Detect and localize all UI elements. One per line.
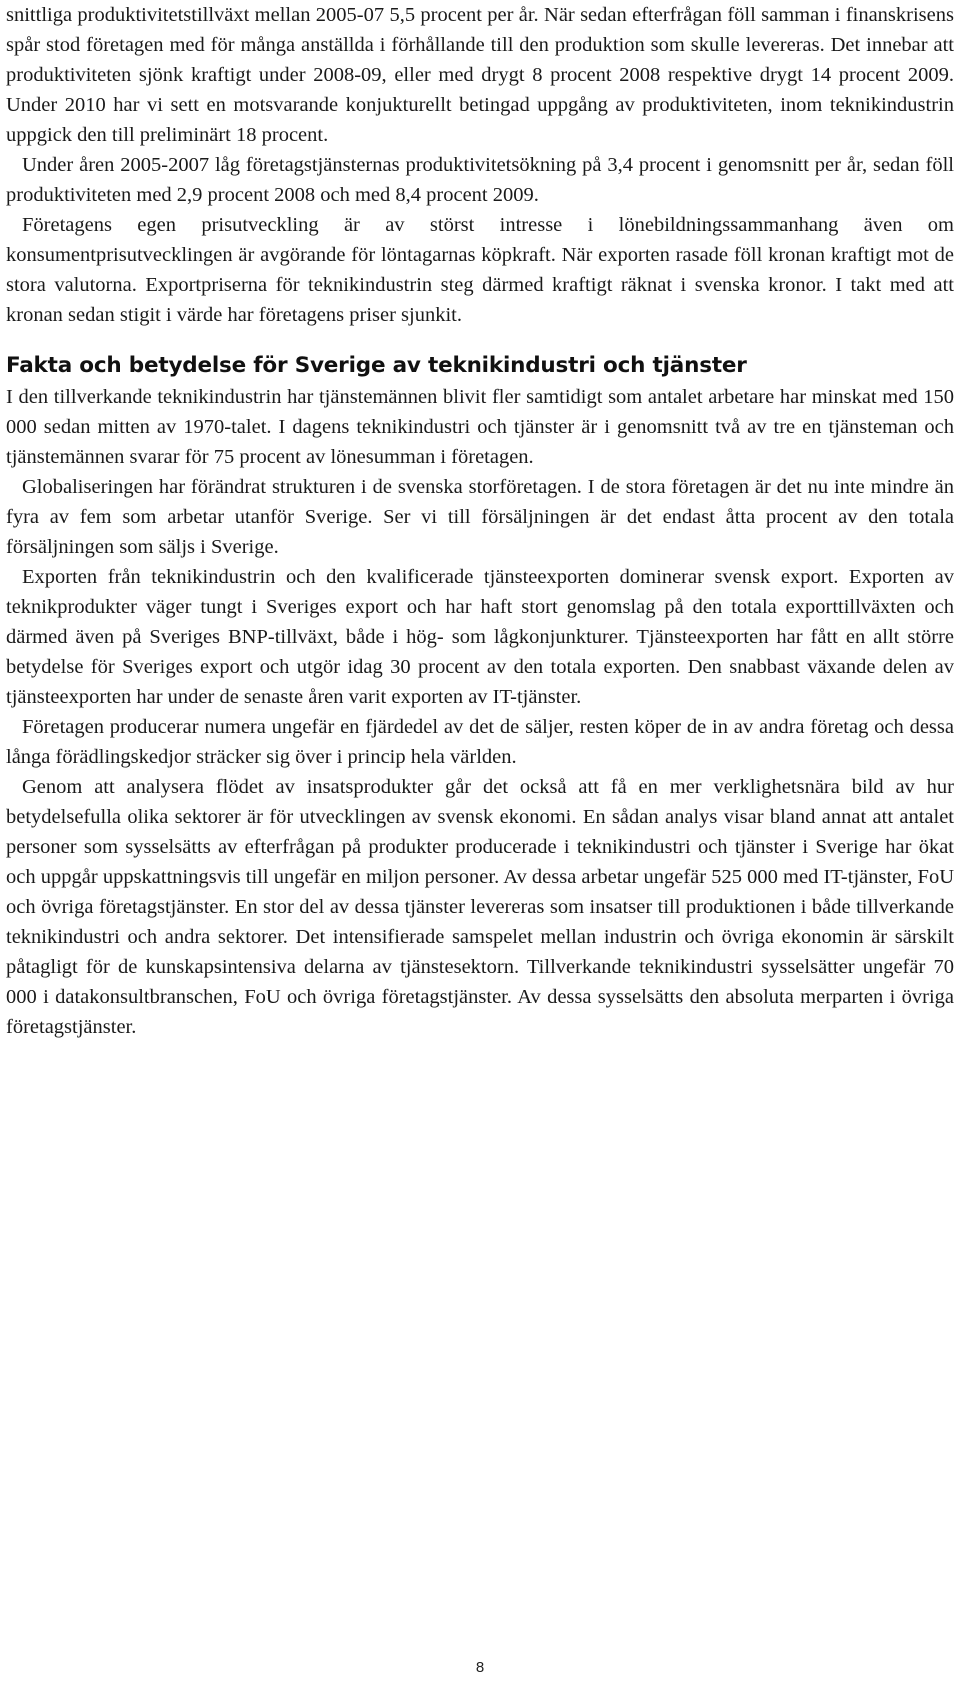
page-number: 8 (475, 1659, 485, 1676)
section-paragraph: Exporten från teknikindustrin och den kvalificerade tjänsteexporten dominerar svensk export. Exporten av teknikprodukter väger tungt i Sveriges export och har haft stort genomslag på den totala exporttillväxten och därmed även på Sveriges BNP-tillväxt, både i hög- som lågkonjunkturer. Tjänsteexporten har fått en allt större betydelse för Sveriges export och utgör idag 30 procent av den totala exporten. Den snabbast växande delen av tjänsteexporten har under de senaste åren varit exporten av IT-tjänster. (6, 566, 954, 708)
body-paragraph: Företagens egen prisutveckling är av störst intresse i lönebildningssammanhang även om konsumentprisutvecklingen är avgörande för löntagarnas köpkraft. När exporten rasade föll kronan kraftigt mot de stora valutorna. Exportpriserna för teknikindustrin steg därmed kraftigt räknat i svenska kronor. I takt med att kronan sedan stigit i värde har företagens priser sjunkit. (6, 214, 954, 326)
document-page (6, 0, 954, 1042)
section-paragraph: Företagen producerar numera ungefär en fjärdedel av det de säljer, resten köper de in av andra företag och dessa långa förädlingskedjor sträcker sig över i princip hela världen. (6, 716, 954, 768)
body-paragraph: Under åren 2005-2007 låg företagstjänsternas produktivitetsökning på 3,4 procent i genomsnitt per år, sedan föll produktiviteten med 2,9 procent 2008 och med 8,4 procent 2009. (6, 154, 954, 206)
section-paragraph: Genom att analysera flödet av insatsprodukter går det också att få en mer verklighetsnära bild av hur betydelsefulla olika sektorer är för utvecklingen av svensk ekonomi. En sådan analys visar bland annat att antalet personer som sysselsätts av efterfrågan på produkter producerade i teknikindustri och tjänster i Sverige har ökat och uppgår uppskattningsvis till ungefär en miljon personer. Av dessa arbetar ungefär 525 000 med IT-tjänster, FoU och övriga företagstjänster. En stor del av dessa tjänster levereras som insatser till produktionen i både tillverkande teknikindustri och andra sektorer. Det intensifierade samspelet mellan industrin och övriga ekonomin är särskilt påtagligt för de kunskapsintensiva delarna av tjänstesektorn. Tillverkande teknikindustri sysselsätter ungefär 70 000 i datakonsultbranschen, FoU och övriga företagstjänster. Av dessa sysselsätts den absoluta merparten i övriga företagstjänster. (6, 776, 954, 1038)
section-heading: Fakta och betydelse för Sverige av teknikindustri och tjänster (6, 353, 747, 378)
section-paragraph: Globaliseringen har förändrat strukturen i de svenska storföretagen. I de stora företagen är det nu inte mindre än fyra av fem som arbetar utanför Sverige. Ser vi till försäljningen är det endast åtta procent av den totala försäljningen som säljs i Sverige. (6, 476, 954, 558)
section-paragraph: I den tillverkande teknikindustrin har tjänstemännen blivit fler samtidigt som antalet arbetare har minskat med 150 000 sedan mitten av 1970-talet. I dagens teknikindustri och tjänster är i genomsnitt två av tre en tjänsteman och tjänstemännen svarar för 75 procent av lönesumman i företagen. (6, 386, 954, 468)
body-paragraph: snittliga produktivitetstillväxt mellan 2005-07 5,5 procent per år. När sedan efterfrågan föll samman i finanskrisens spår stod företagen med för många anställda i förhållande till den produktion som skulle levereras. Det innebar att produktiviteten sjönk kraftigt under 2008-09, eller med drygt 8 procent 2008 respektive drygt 14 procent 2009. Under 2010 har vi sett en motsvarande konjukturellt betingad uppgång av produktiviteten, inom teknikindustrin uppgick den till preliminärt 18 procent. (6, 4, 954, 146)
